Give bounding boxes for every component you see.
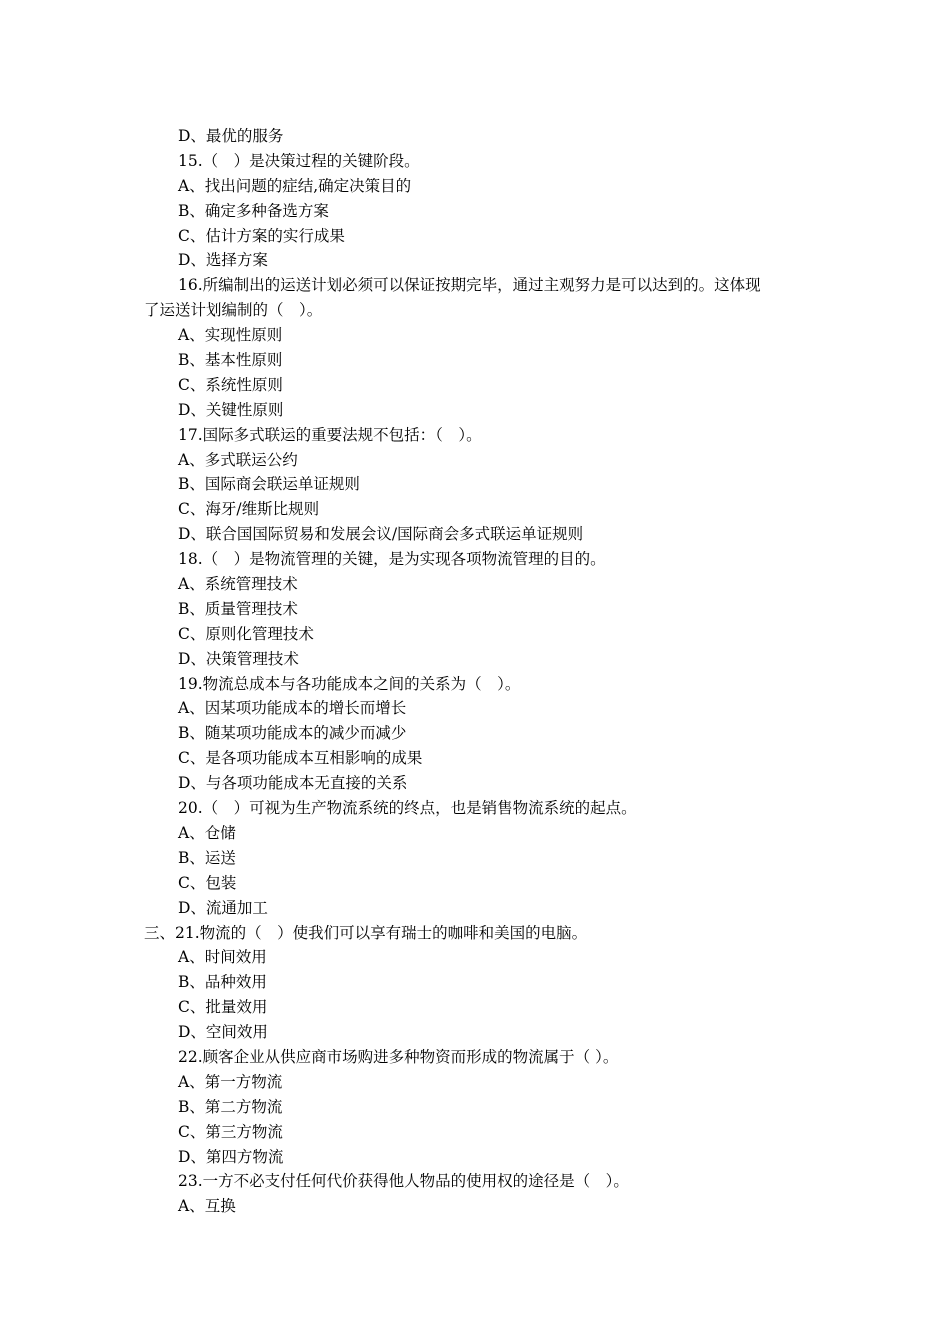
option-line: B、质量管理技术 bbox=[178, 599, 298, 618]
section-question-line: 三、21.物流的（ ）使我们可以享有瑞士的咖啡和美国的电脑。 bbox=[144, 923, 588, 942]
option-line: D、最优的服务 bbox=[178, 127, 284, 145]
option-line: D、与各项功能成本无直接的关系 bbox=[178, 774, 408, 793]
option-line: D、关键性原则 bbox=[178, 400, 284, 419]
option-line: B、运送 bbox=[178, 848, 236, 867]
option-line: D、联合国国际贸易和发展会议/国际商会多式联运单证规则 bbox=[178, 525, 584, 544]
option-line: D、空间效用 bbox=[178, 1023, 268, 1042]
option-line: A、时间效用 bbox=[178, 948, 267, 967]
option-line: C、估计方案的实行成果 bbox=[178, 226, 345, 245]
option-line: C、原则化管理技术 bbox=[178, 624, 314, 643]
option-line: D、流通加工 bbox=[178, 898, 268, 917]
option-line: A、找出问题的症结,确定决策目的 bbox=[178, 176, 412, 195]
option-line: C、第三方物流 bbox=[178, 1122, 283, 1141]
option-line: B、第二方物流 bbox=[178, 1097, 283, 1116]
option-line: C、批量效用 bbox=[178, 998, 268, 1017]
question-line: 18.（ ）是物流管理的关键，是为实现各项物流管理的目的。 bbox=[178, 550, 606, 569]
question-line: 16.所编制出的运送计划必须可以保证按期完毕，通过主观努力是可以达到的。这体现 bbox=[178, 276, 761, 295]
option-line: D、选择方案 bbox=[178, 251, 268, 270]
question-line: 17.国际多式联运的重要法规不包括：（ ）。 bbox=[178, 425, 482, 444]
option-line: A、实现性原则 bbox=[178, 326, 283, 345]
option-line: B、确定多种备选方案 bbox=[178, 201, 329, 220]
option-line: B、品种效用 bbox=[178, 973, 267, 992]
option-line: D、第四方物流 bbox=[178, 1147, 284, 1166]
option-line: A、多式联运公约 bbox=[178, 450, 298, 469]
option-line: C、是各项功能成本互相影响的成果 bbox=[178, 749, 423, 768]
question-continuation-line: 了运送计划编制的（ ）。 bbox=[144, 301, 323, 320]
question-line: 23.一方不必支付任何代价获得他人物品的使用权的途径是（ ）。 bbox=[178, 1172, 629, 1191]
option-line: B、基本性原则 bbox=[178, 351, 283, 370]
document-page bbox=[0, 124, 950, 1219]
option-line: A、因某项功能成本的增长而增长 bbox=[178, 699, 407, 718]
option-line: C、包装 bbox=[178, 873, 237, 892]
option-line: B、随某项功能成本的减少而减少 bbox=[178, 724, 407, 743]
question-line: 22.顾客企业从供应商市场购进多种物资而形成的物流属于（ ）。 bbox=[178, 1047, 619, 1066]
option-line: B、国际商会联运单证规则 bbox=[178, 475, 360, 494]
question-line: 20.（ ）可视为生产物流系统的终点，也是销售物流系统的起点。 bbox=[178, 799, 637, 818]
question-line: 19.物流总成本与各功能成本之间的关系为（ ）。 bbox=[178, 674, 521, 693]
question-line: 15.（ ）是决策过程的关键阶段。 bbox=[178, 151, 420, 170]
option-line: A、第一方物流 bbox=[178, 1072, 283, 1091]
option-line: C、系统性原则 bbox=[178, 375, 283, 394]
option-line: A、系统管理技术 bbox=[178, 575, 298, 594]
option-line: D、决策管理技术 bbox=[178, 649, 299, 668]
option-line: C、海牙/维斯比规则 bbox=[178, 500, 320, 519]
option-line: A、仓储 bbox=[178, 823, 236, 842]
option-line: A、互换 bbox=[178, 1197, 236, 1216]
